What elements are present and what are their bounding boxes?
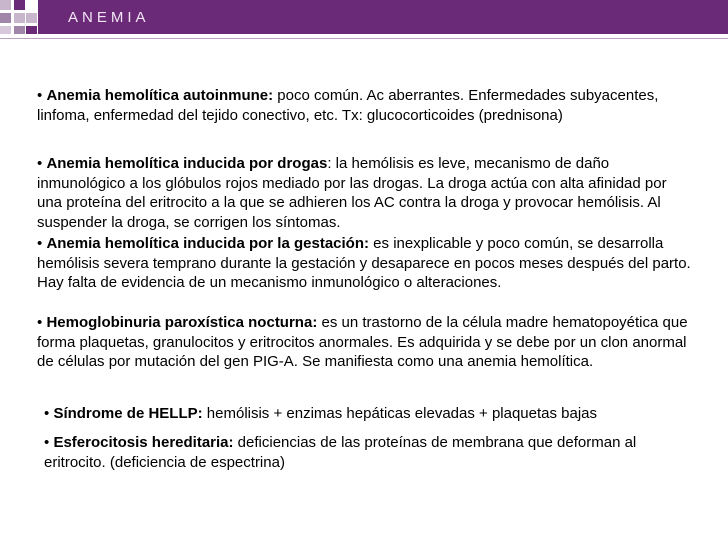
item-term: Hemoglobinuria paroxística nocturna: [46,314,318,331]
decorative-square [0,26,11,34]
item-term: Síndrome de HELLP: [53,405,203,422]
item-term: Esferocitosis hereditaria: [53,434,234,451]
bullet-icon: • [37,87,43,104]
decorative-square [26,13,37,23]
bullet-icon: • [37,235,43,252]
item-text: hemólisis + enzimas hepáticas elevadas + plaquetas bajas [202,405,598,422]
decorative-square [0,13,11,23]
item-term: Anemia hemolítica inducida por la gestación: [46,235,370,252]
list-item [37,154,687,232]
list-item [37,234,697,293]
bullet-icon: • [37,314,43,331]
item-text: : la hemólisis es leve, mecanismo de daño inmunológico a los glóbulos rojos mediado por las drogas. La droga actúa con alta afinidad por una proteína del eritrocito a la que se adhieren los AC contra la droga y provocar hemólisis. Al suspender la droga, se corrigen los síntomas. [37,155,667,231]
list-item [44,404,694,424]
header-divider [0,38,728,39]
bullet-icon: • [37,155,43,172]
decorative-square [0,0,11,10]
item-text: es un trastorno de la célula madre hematopoyética que forma plaquetas, granulocitos y eritrocitos anormales. Es adquirida y se debe por un clon anormal de células por mutación del gen PIG-A. Se manifiesta como una anemia hemolítica. [37,314,688,370]
item-text: es inexplicable y poco común, se desarrolla hemólisis severa temprano durante la gestación y desaparece en pocos meses después del parto. Hay falta de evidencia de un mecanismo inmunológico o alteraciones. [37,235,691,291]
item-text: poco común. Ac aberrantes. Enfermedades subyacentes, linfoma, enfermedad del tejido conectivo, etc. Tx: glucocorticoides (prednisona) [37,87,659,124]
list-item [37,313,697,372]
bullet-icon: • [44,434,50,451]
slide-title: ANEMIA [68,9,150,26]
bullet-icon: • [44,405,50,422]
decorative-square [14,13,25,23]
list-item [37,86,687,125]
item-term: Anemia hemolítica autoinmune: [46,87,274,104]
decorative-square [26,26,37,34]
item-term: Anemia hemolítica inducida por drogas [46,155,328,172]
decorative-square [14,0,25,10]
decorative-square [14,26,25,34]
slide-header [0,0,728,44]
list-item [44,433,694,472]
item-text: deficiencias de las proteínas de membrana que deforman al eritrocito. (deficiencia de espectrina) [44,434,637,471]
